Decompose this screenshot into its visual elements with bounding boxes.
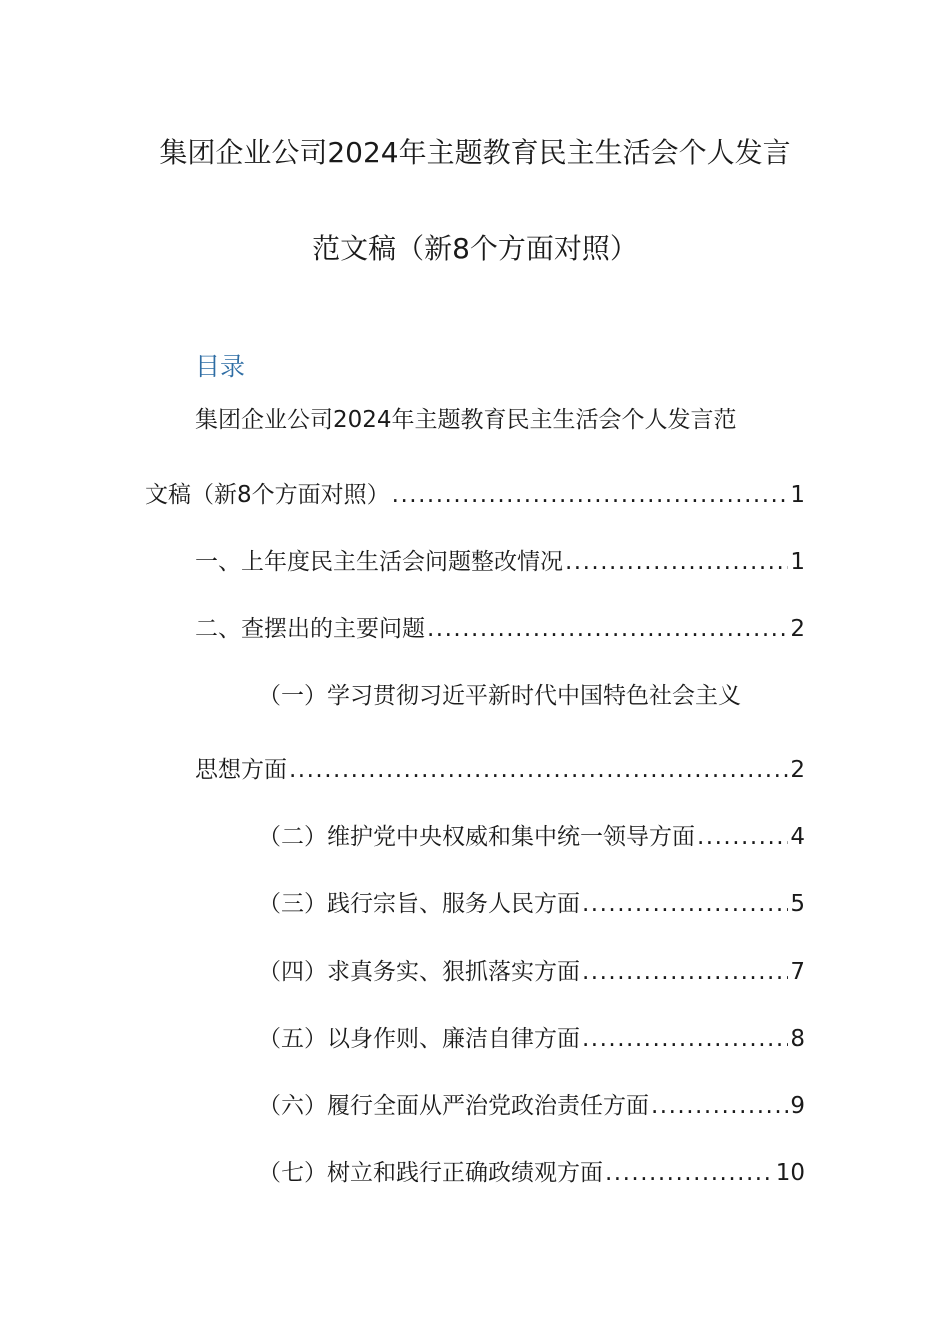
toc-leader-dots	[392, 479, 789, 511]
toc-page-number: 7	[790, 959, 805, 985]
toc-leader-dots	[605, 1157, 774, 1189]
toc-entry-4[interactable]	[195, 754, 805, 786]
toc-entry-9[interactable]	[258, 1090, 805, 1122]
toc-leader-dots	[427, 613, 788, 645]
toc-entry-label: （四）求真务实、狠抓落实方面	[258, 959, 580, 985]
toc-page-number: 5	[790, 891, 805, 917]
document-title-line-2: 范文稿（新8个方面对照）	[312, 232, 638, 265]
toc-entry-3[interactable]	[195, 613, 805, 645]
toc-page-number: 4	[790, 824, 805, 850]
toc-page-number: 2	[790, 757, 805, 783]
toc-page-number: 1	[790, 482, 805, 508]
toc-entry-label: （五）以身作则、廉洁自律方面	[258, 1026, 580, 1052]
toc-page-number: 10	[775, 1160, 805, 1186]
toc-entry-5[interactable]	[258, 821, 805, 853]
toc-leader-dots	[582, 956, 788, 988]
toc-entry-label: 二、查摆出的主要问题	[195, 616, 425, 642]
toc-page-number: 9	[790, 1093, 805, 1119]
toc-leader-dots	[697, 821, 788, 853]
toc-entry-10[interactable]	[258, 1157, 805, 1189]
toc-entry-label: （三）践行宗旨、服务人民方面	[258, 891, 580, 917]
toc-heading[interactable]: 目录	[195, 352, 246, 381]
toc-entry-6[interactable]	[258, 888, 805, 920]
toc-entry-label: 思想方面	[195, 757, 287, 783]
toc-entry-1-line-1[interactable]: 集团企业公司2024年主题教育民主生活会个人发言范	[195, 407, 737, 433]
toc-entry-2[interactable]	[195, 546, 805, 578]
toc-entry-7[interactable]	[258, 956, 805, 988]
toc-page-number: 8	[790, 1026, 805, 1052]
toc-entry-label: （七）树立和践行正确政绩观方面	[258, 1160, 603, 1186]
toc-leader-dots	[565, 546, 788, 578]
toc-entry-label: 文稿（新8个方面对照）	[145, 482, 390, 508]
toc-entry-label: （二）维护党中央权威和集中统一领导方面	[258, 824, 695, 850]
toc-entry-label: 一、上年度民主生活会问题整改情况	[195, 549, 563, 575]
toc-entry-label: （六）履行全面从严治党政治责任方面	[258, 1093, 649, 1119]
document-title-line-1: 集团企业公司2024年主题教育民主生活会个人发言	[159, 136, 791, 169]
toc-leader-dots	[289, 754, 788, 786]
toc-page-number: 2	[790, 616, 805, 642]
toc-entry-4-line-1[interactable]: （一）学习贯彻习近平新时代中国特色社会主义	[258, 683, 741, 709]
toc-leader-dots	[582, 888, 788, 920]
toc-entry-1[interactable]	[145, 479, 805, 511]
toc-leader-dots	[582, 1023, 788, 1055]
toc-leader-dots	[651, 1090, 788, 1122]
toc-entry-8[interactable]	[258, 1023, 805, 1055]
toc-page-number: 1	[790, 549, 805, 575]
